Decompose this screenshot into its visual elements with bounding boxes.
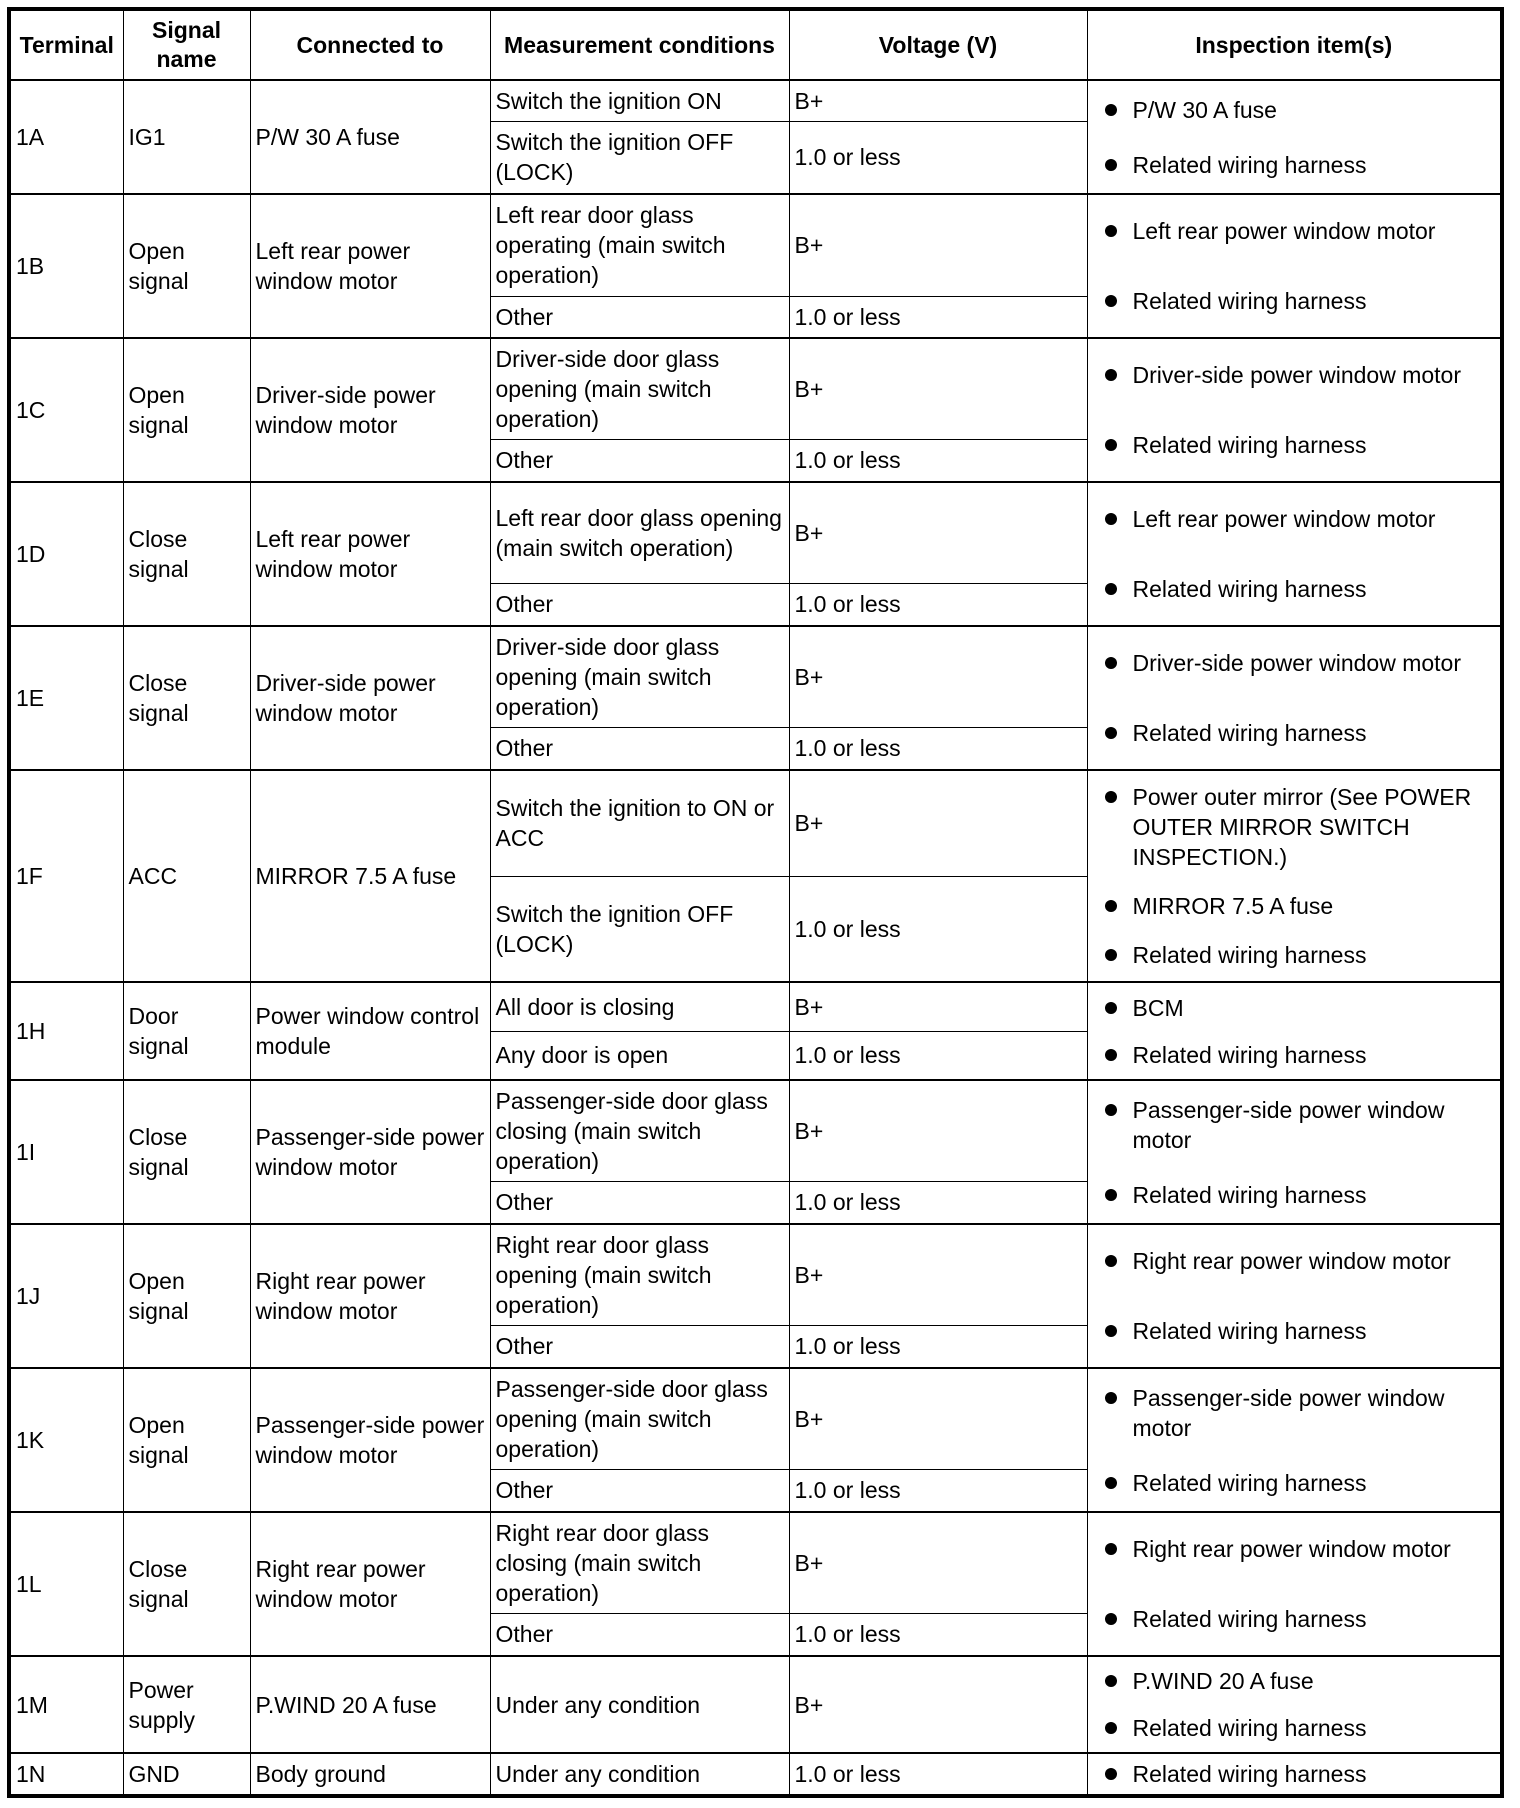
measurement-condition-cell: Under any condition [490,1753,789,1796]
voltage-cell: B+ [789,1656,1087,1753]
inspection-item: Left rear power window motor [1133,504,1491,534]
inspection-list [1133,1658,1491,1751]
table-row [9,626,1502,727]
voltage-cell: 1.0 or less [789,1469,1087,1512]
voltage-cell: 1.0 or less [789,296,1087,338]
measurement-condition-cell: Under any condition [490,1656,789,1753]
measurement-condition-cell: Driver-side door glass opening (main switch operation) [490,338,789,439]
table-row [9,1656,1502,1753]
inspection-item: Left rear power window motor [1133,216,1491,246]
terminal-cell: 1D [9,482,123,626]
inspection-list [1133,82,1491,192]
terminal-cell: 1K [9,1368,123,1512]
header-row [9,9,1502,80]
inspection-item: Right rear power window motor [1133,1534,1491,1564]
measurement-condition-cell: Any door is open [490,1031,789,1080]
terminal-cell: 1B [9,194,123,338]
inspection-item: Power outer mirror (See POWER OUTER MIRROR SWITCH INSPECTION.) [1133,782,1491,872]
voltage-cell: 1.0 or less [789,583,1087,626]
terminal-cell: 1N [9,1753,123,1796]
inspection-list [1133,772,1491,980]
inspection-item: Related wiring harness [1133,1713,1491,1743]
inspection-items-cell [1087,1512,1502,1656]
connected-to-cell: Power window control module [250,982,490,1080]
connected-to-cell: MIRROR 7.5 A fuse [250,770,490,982]
measurement-condition-cell: Other [490,1325,789,1368]
inspection-items-cell [1087,1224,1502,1368]
measurement-condition-cell: Passenger-side door glass closing (main switch operation) [490,1080,789,1181]
signal-name-cell: GND [123,1753,250,1796]
inspection-item: Related wiring harness [1133,430,1491,460]
table-row [9,80,1502,121]
table-row [9,1080,1502,1181]
connected-to-cell: P/W 30 A fuse [250,80,490,194]
inspection-item: Related wiring harness [1133,1180,1491,1210]
measurement-condition-cell: Switch the ignition OFF (LOCK) [490,876,789,982]
inspection-list [1133,1082,1491,1222]
measurement-condition-cell: Switch the ignition OFF (LOCK) [490,121,789,194]
voltage-cell: B+ [789,338,1087,439]
signal-name-cell: Close signal [123,1080,250,1224]
voltage-cell: 1.0 or less [789,876,1087,982]
inspection-item: Related wiring harness [1133,1759,1491,1789]
inspection-items-cell [1087,770,1502,982]
voltage-cell: B+ [789,626,1087,727]
terminal-cell: 1L [9,1512,123,1656]
connected-to-cell: Passenger-side power window motor [250,1368,490,1512]
terminal-cell: 1H [9,982,123,1080]
measurement-condition-cell: Other [490,1613,789,1656]
connected-to-cell: Driver-side power window motor [250,338,490,482]
voltage-cell: B+ [789,482,1087,583]
measurement-condition-cell: All door is closing [490,982,789,1031]
inspection-list [1133,1370,1491,1510]
inspection-items-cell [1087,1368,1502,1512]
terminal-cell: 1M [9,1656,123,1753]
header-inspection-items: Inspection item(s) [1087,9,1502,80]
connected-to-cell: Left rear power window motor [250,194,490,338]
measurement-condition-cell: Other [490,1181,789,1224]
connected-to-cell: Left rear power window motor [250,482,490,626]
table-row [9,1368,1502,1469]
connected-to-cell: Right rear power window motor [250,1224,490,1368]
voltage-cell: B+ [789,770,1087,876]
voltage-cell: 1.0 or less [789,727,1087,770]
inspection-list [1133,984,1491,1078]
voltage-cell: 1.0 or less [789,1181,1087,1224]
inspection-item: Related wiring harness [1133,1040,1491,1070]
signal-name-cell: Open signal [123,1368,250,1512]
connected-to-cell: Right rear power window motor [250,1512,490,1656]
voltage-cell: B+ [789,1368,1087,1469]
inspection-items-cell [1087,1753,1502,1796]
signal-name-cell: Open signal [123,194,250,338]
inspection-item: P/W 30 A fuse [1133,95,1491,125]
voltage-cell: B+ [789,194,1087,296]
table-row [9,770,1502,876]
signal-name-cell: Power supply [123,1656,250,1753]
inspection-list [1133,1755,1491,1794]
inspection-item: P.WIND 20 A fuse [1133,1666,1491,1696]
table-row [9,1512,1502,1613]
inspection-list [1133,628,1491,768]
measurement-condition-cell: Other [490,296,789,338]
measurement-condition-cell: Right rear door glass opening (main switch operation) [490,1224,789,1325]
voltage-cell: B+ [789,80,1087,121]
terminal-cell: 1A [9,80,123,194]
inspection-items-cell [1087,482,1502,626]
inspection-item: Related wiring harness [1133,286,1491,316]
connected-to-cell: P.WIND 20 A fuse [250,1656,490,1753]
inspection-list [1133,1514,1491,1654]
inspection-list [1133,340,1491,480]
signal-name-cell: ACC [123,770,250,982]
inspection-item: BCM [1133,993,1491,1023]
table-row [9,1224,1502,1325]
terminal-cell: 1E [9,626,123,770]
inspection-items-cell [1087,626,1502,770]
measurement-condition-cell: Other [490,727,789,770]
header-signal-name: Signal name [123,9,250,80]
voltage-cell: 1.0 or less [789,1753,1087,1796]
inspection-item: Driver-side power window motor [1133,648,1491,678]
voltage-cell: 1.0 or less [789,1613,1087,1656]
table-row [9,338,1502,439]
inspection-item: Related wiring harness [1133,718,1491,748]
signal-name-cell: Close signal [123,1512,250,1656]
inspection-item: Related wiring harness [1133,150,1491,180]
connected-to-cell: Passenger-side power window motor [250,1080,490,1224]
inspection-list [1133,484,1491,624]
signal-name-cell: Door signal [123,982,250,1080]
measurement-condition-cell: Left rear door glass opening (main switch operation) [490,482,789,583]
voltage-cell: 1.0 or less [789,1031,1087,1080]
signal-name-cell: Close signal [123,626,250,770]
measurement-condition-cell: Right rear door glass closing (main switch operation) [490,1512,789,1613]
voltage-cell: 1.0 or less [789,121,1087,194]
inspection-item: Related wiring harness [1133,940,1491,970]
signal-name-cell: Close signal [123,482,250,626]
measurement-condition-cell: Other [490,583,789,626]
inspection-item: Passenger-side power window motor [1133,1383,1491,1443]
measurement-condition-cell: Driver-side door glass opening (main switch operation) [490,626,789,727]
measurement-condition-cell: Other [490,1469,789,1512]
header-voltage: Voltage (V) [789,9,1087,80]
inspection-items-cell [1087,80,1502,194]
connected-to-cell: Driver-side power window motor [250,626,490,770]
measurement-condition-cell: Switch the ignition ON [490,80,789,121]
voltage-cell: 1.0 or less [789,1325,1087,1368]
table-row [9,982,1502,1031]
measurement-condition-cell: Left rear door glass operating (main switch operation) [490,194,789,296]
voltage-cell: B+ [789,1224,1087,1325]
table-row [9,482,1502,583]
inspection-item: Driver-side power window motor [1133,360,1491,390]
terminal-voltage-table [7,7,1504,1798]
inspection-item: Right rear power window motor [1133,1246,1491,1276]
measurement-condition-cell: Switch the ignition to ON or ACC [490,770,789,876]
inspection-item: Related wiring harness [1133,1316,1491,1346]
inspection-item: Related wiring harness [1133,1468,1491,1498]
voltage-cell: 1.0 or less [789,439,1087,482]
table-row [9,1753,1502,1796]
table-row [9,194,1502,296]
inspection-item: Related wiring harness [1133,1604,1491,1634]
header-measurement-conditions: Measurement conditions [490,9,789,80]
voltage-cell: B+ [789,1080,1087,1181]
measurement-condition-cell: Passenger-side door glass opening (main switch operation) [490,1368,789,1469]
voltage-cell: B+ [789,982,1087,1031]
inspection-list [1133,196,1491,336]
inspection-items-cell [1087,982,1502,1080]
connected-to-cell: Body ground [250,1753,490,1796]
inspection-items-cell [1087,1080,1502,1224]
terminal-cell: 1C [9,338,123,482]
signal-name-cell: Open signal [123,1224,250,1368]
inspection-list [1133,1226,1491,1366]
voltage-cell: B+ [789,1512,1087,1613]
inspection-items-cell [1087,194,1502,338]
inspection-item: MIRROR 7.5 A fuse [1133,891,1491,921]
header-connected-to: Connected to [250,9,490,80]
signal-name-cell: Open signal [123,338,250,482]
inspection-items-cell [1087,338,1502,482]
inspection-items-cell [1087,1656,1502,1753]
inspection-item: Related wiring harness [1133,574,1491,604]
inspection-item: Passenger-side power window motor [1133,1095,1491,1155]
terminal-cell: 1I [9,1080,123,1224]
header-terminal: Terminal [9,9,123,80]
terminal-cell: 1F [9,770,123,982]
signal-name-cell: IG1 [123,80,250,194]
measurement-condition-cell: Other [490,439,789,482]
terminal-cell: 1J [9,1224,123,1368]
